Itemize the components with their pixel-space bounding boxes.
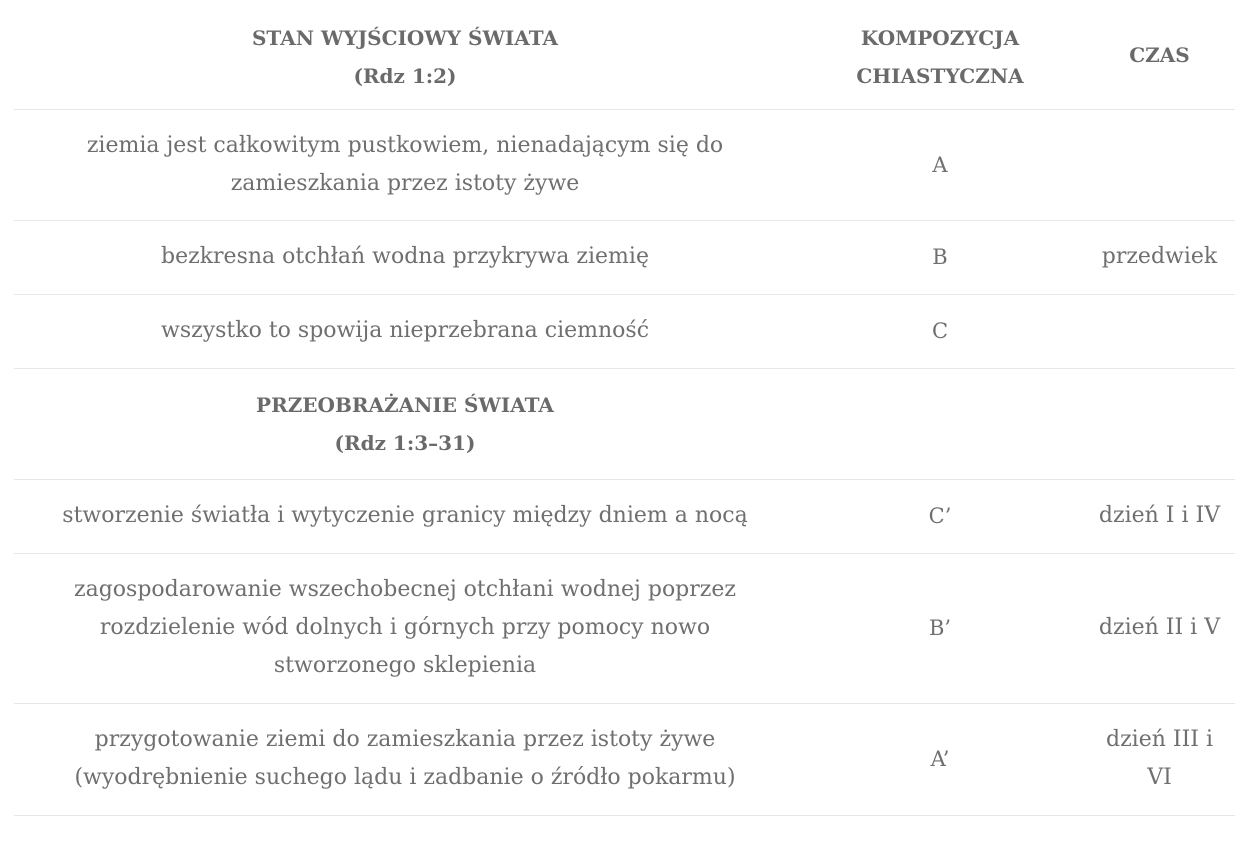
table-row bbox=[14, 220, 1235, 294]
row-description-line: ziemia jest całkowitym pustkowiem, nienadającym się do bbox=[86, 132, 724, 158]
row-description: wszystko to spowija nieprzebrana ciemność bbox=[160, 318, 650, 343]
table-row bbox=[14, 479, 1235, 553]
row-letter: A bbox=[932, 152, 948, 177]
row-letter: A’ bbox=[930, 747, 950, 771]
row-description-line: zamieszkania przez istoty żywe bbox=[230, 170, 580, 196]
row-time-line: VI bbox=[1147, 765, 1172, 790]
row-description-line: (wyodrębnienie suchego lądu i zadbanie o źródło pokarmu) bbox=[74, 765, 736, 790]
header-time: CZAS bbox=[1129, 43, 1190, 68]
row-letter: B bbox=[932, 245, 948, 269]
row-time bbox=[1084, 294, 1235, 368]
header-initial-state-title: STAN WYJŚCIOWY ŚWIATA bbox=[251, 26, 559, 50]
header-initial-state bbox=[14, 0, 796, 109]
row-description: bezkresna otchłań wodna przykrywa ziemię bbox=[161, 244, 649, 269]
table-header-row bbox=[14, 0, 1235, 109]
row-description bbox=[14, 703, 796, 815]
row-time bbox=[1084, 703, 1235, 815]
table-row bbox=[14, 703, 1235, 815]
section-empty-cell bbox=[1084, 368, 1235, 479]
row-letter: C bbox=[931, 319, 949, 343]
row-description: stworzenie światła i wytyczenie granicy między dniem a nocą bbox=[62, 503, 748, 528]
row-description-line: zagospodarowanie wszechobecnej otchłani wodnej poprzez bbox=[74, 577, 736, 602]
table-row bbox=[14, 553, 1235, 703]
table-row bbox=[14, 109, 1235, 220]
row-description-line: przygotowanie ziemi do zamieszkania przez istoty żywe bbox=[94, 727, 716, 752]
row-description-line: stworzonego sklepienia bbox=[273, 653, 537, 678]
section-heading-ref: (Rdz 1:3–31) bbox=[334, 430, 476, 455]
row-time: przedwiek bbox=[1101, 244, 1218, 269]
table-row bbox=[14, 294, 1235, 368]
section-heading-row bbox=[14, 368, 1235, 479]
row-description-line: rozdzielenie wód dolnych i górnych przy pomocy nowo bbox=[99, 615, 711, 640]
header-initial-state-ref: (Rdz 1:2) bbox=[353, 64, 457, 88]
row-letter: B’ bbox=[928, 616, 952, 640]
row-description bbox=[14, 553, 796, 703]
section-empty-cell bbox=[796, 368, 1084, 479]
header-composition bbox=[796, 0, 1084, 109]
row-description bbox=[14, 109, 796, 220]
row-letter: C’ bbox=[928, 504, 952, 528]
row-time bbox=[1084, 109, 1235, 220]
row-time: dzień I i IV bbox=[1098, 503, 1221, 528]
section-heading-title: PRZEOBRAŻANIE ŚWIATA bbox=[256, 392, 554, 417]
row-time-line: dzień III i bbox=[1106, 727, 1213, 752]
chiasm-table bbox=[14, 0, 1235, 816]
header-composition-line2: CHIASTYCZNA bbox=[856, 64, 1024, 88]
section-heading bbox=[14, 368, 796, 479]
row-time: dzień II i V bbox=[1098, 615, 1221, 640]
header-composition-line1: KOMPOZYCJA bbox=[860, 26, 1020, 50]
